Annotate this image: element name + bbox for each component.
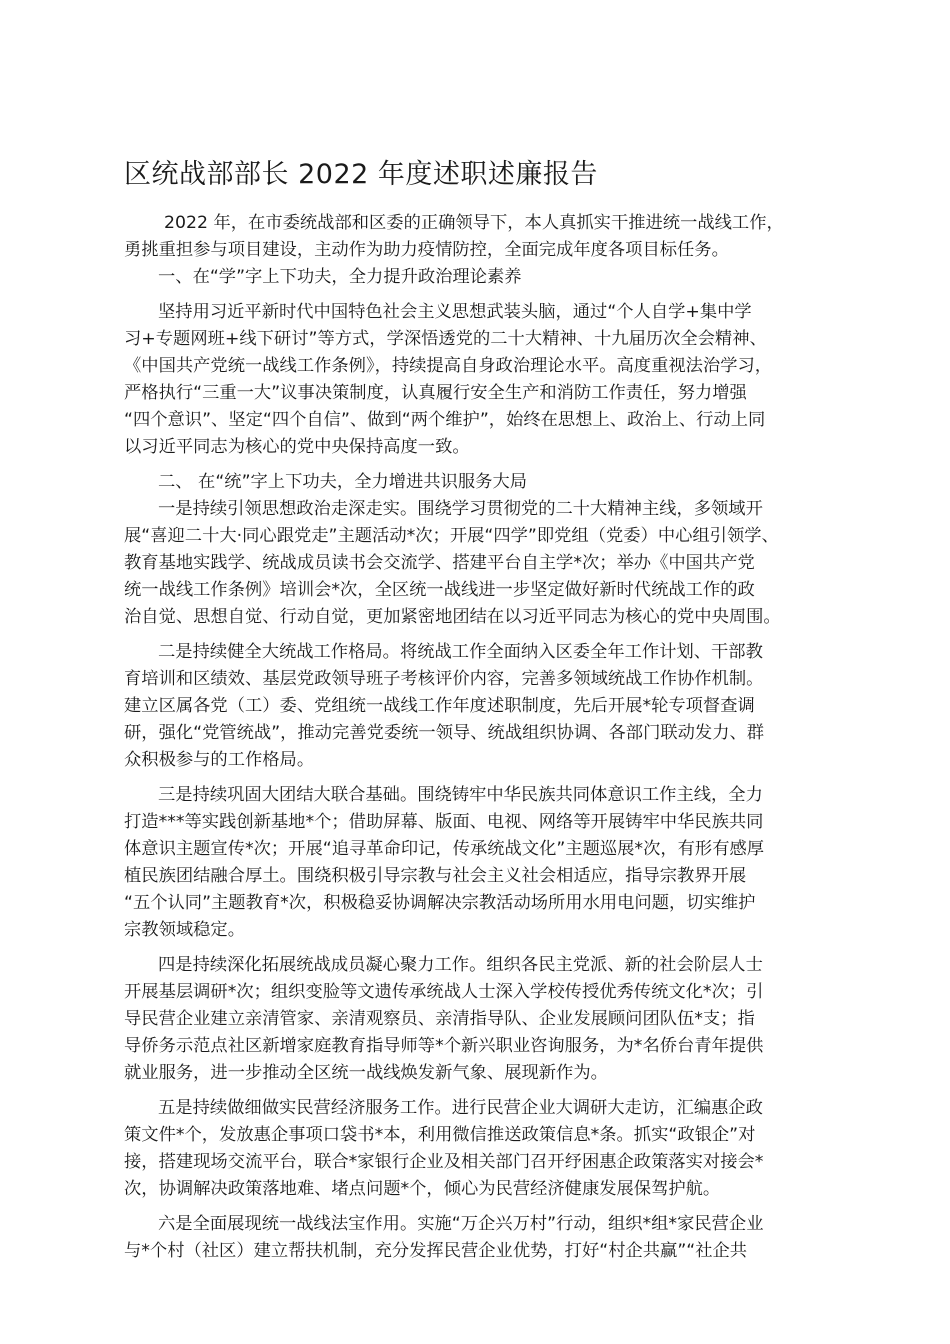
paragraph-point-1-line: 展“喜迎二十大·同心跟党走”主题活动*次；开展“四学”即党组（党委）中心组引领学、 bbox=[124, 526, 779, 546]
paragraph-point-5-line: 接，搭建现场交流平台，联合*家银行企业及相关部门召开纾困惠企政策落实对接会* bbox=[124, 1152, 764, 1172]
paragraph-intro-line: 勇挑重担参与项目建设，主动作为助力疫情防控，全面完成年度各项目标任务。 bbox=[124, 240, 729, 260]
paragraph-point-4-line: 导侨务示范点社区新增家庭教育指导师等*个新兴职业咨询服务，为*名侨台青年提供 bbox=[124, 1036, 764, 1056]
paragraph-point-5-line: 策文件*个，发放惠企事项口袋书*本，利用微信推送政策信息*条。抓实“政银企”对 bbox=[124, 1125, 756, 1145]
paragraph-point-2-line: 二是持续健全大统战工作格局。将统战工作全面纳入区委全年工作计划、干部教 bbox=[158, 642, 763, 662]
paragraph-point-3-line: “五个认同”主题教育*次，积极稳妥协调解决宗教活动场所用水用电问题，切实维护 bbox=[124, 893, 756, 913]
paragraph-point-2-line: 研，强化“党管统战”，推动完善党委统一领导、统战组织协调、各部门联动发力、群 bbox=[124, 723, 765, 743]
paragraph-study-line: 习+专题网班+线下研讨”等方式，学深悟透党的二十大精神、十九届历次全会精神、 bbox=[124, 329, 767, 349]
document-body bbox=[124, 210, 832, 1265]
paragraph-point-6-line: 六是全面展现统一战线法宝作用。实施“万企兴万村”行动，组织*组*家民营企业 bbox=[158, 1214, 764, 1234]
paragraph-study-line: 坚持用习近平新时代中国特色社会主义思想武装头脑，通过“个人自学+集中学 bbox=[158, 302, 752, 322]
paragraph-point-1-line: 统一战线工作条例》培训会*次，全区统一战线进一步坚定做好新时代统战工作的政 bbox=[124, 580, 755, 600]
section-heading-1: 一、在“学”字上下功夫，全力提升政治理论素养 bbox=[158, 267, 522, 287]
paragraph-point-3-line: 植民族团结融合厚土。围绕积极引导宗教与社会主义社会相适应，指导宗教界开展 bbox=[124, 866, 747, 886]
paragraph-point-3-line: 宗教领域稳定。 bbox=[124, 920, 245, 940]
paragraph-point-2-line: 众积极参与的工作格局。 bbox=[124, 750, 315, 770]
paragraph-point-4-line: 开展基层调研*次；组织变脸等文遗传承统战人士深入学校传授优秀传统文化*次；引 bbox=[124, 982, 764, 1002]
paragraph-intro-line: 2022 年，在市委统战部和区委的正确领导下，本人真抓实干推进统一战线工作， bbox=[164, 213, 784, 233]
paragraph-point-1-line: 治自觉、思想自觉、行动自觉，更加紧密地团结在以习近平同志为核心的党中央周围。 bbox=[124, 607, 781, 627]
paragraph-point-3-line: 体意识主题宣传*次；开展“追寻革命印记，传承统战文化”主题巡展*次，有形有感厚 bbox=[124, 839, 765, 859]
paragraph-point-1-line: 教育基地实践学、统战成员读书会交流学、搭建平台自主学*次；举办《中国共产党 bbox=[124, 553, 755, 573]
paragraph-point-2-line: 建立区属各党（工）委、党组统一战线工作年度述职制度，先后开展*轮专项督查调 bbox=[124, 696, 755, 716]
paragraph-point-5-line: 次，协调解决政策落地难、堵点问题*个，倾心为民营经济健康发展保驾护航。 bbox=[124, 1179, 721, 1199]
paragraph-study-line: 严格执行“三重一大”议事决策制度，认真履行安全生产和消防工作责任，努力增强 bbox=[124, 383, 747, 403]
paragraph-study-line: “四个意识”、坚定“四个自信”、做到“两个维护”，始终在思想上、政治上、行动上同 bbox=[124, 410, 766, 430]
paragraph-point-4-line: 导民营企业建立亲清管家、亲清观察员、亲清指导队、企业发展顾问团队伍*支；指 bbox=[124, 1009, 755, 1029]
paragraph-point-1-line: 一是持续引领思想政治走深走实。围绕学习贯彻党的二十大精神主线，多领域开 bbox=[158, 499, 763, 519]
section-heading-2: 二、 在“统”字上下功夫，全力增进共识服务大局 bbox=[158, 472, 528, 492]
paragraph-point-3-line: 打造***等实践创新基地*个；借助屏幕、版面、电视、网络等开展铸牢中华民族共同 bbox=[124, 812, 764, 832]
document-title: 区统战部部长 2022 年度述职述廉报告 bbox=[124, 159, 598, 190]
paragraph-point-5-line: 五是持续做细做实民营经济服务工作。进行民营企业大调研大走访，汇编惠企政 bbox=[158, 1098, 763, 1118]
paragraph-study-line: 以习近平同志为核心的党中央保持高度一致。 bbox=[124, 437, 470, 457]
paragraph-point-4-line: 就业服务，进一步推动全区统一战线焕发新气象、展现新作为。 bbox=[124, 1063, 608, 1083]
paragraph-study-line: 《中国共产党统一战线工作条例》，持续提高自身政治理论水平。高度重视法治学习， bbox=[124, 356, 773, 376]
paragraph-point-3-line: 三是持续巩固大团结大联合基础。围绕铸牢中华民族共同体意识工作主线，全力 bbox=[158, 785, 763, 805]
paragraph-point-4-line: 四是持续深化拓展统战成员凝心聚力工作。组织各民主党派、新的社会阶层人士 bbox=[158, 955, 763, 975]
paragraph-point-2-line: 育培训和区绩效、基层党政领导班子考核评价内容，完善多领域统战工作协作机制。 bbox=[124, 669, 764, 689]
paragraph-point-6-line: 与*个村（社区）建立帮扶机制，充分发挥民营企业优势，打好“村企共赢”“社企共 bbox=[124, 1241, 748, 1261]
